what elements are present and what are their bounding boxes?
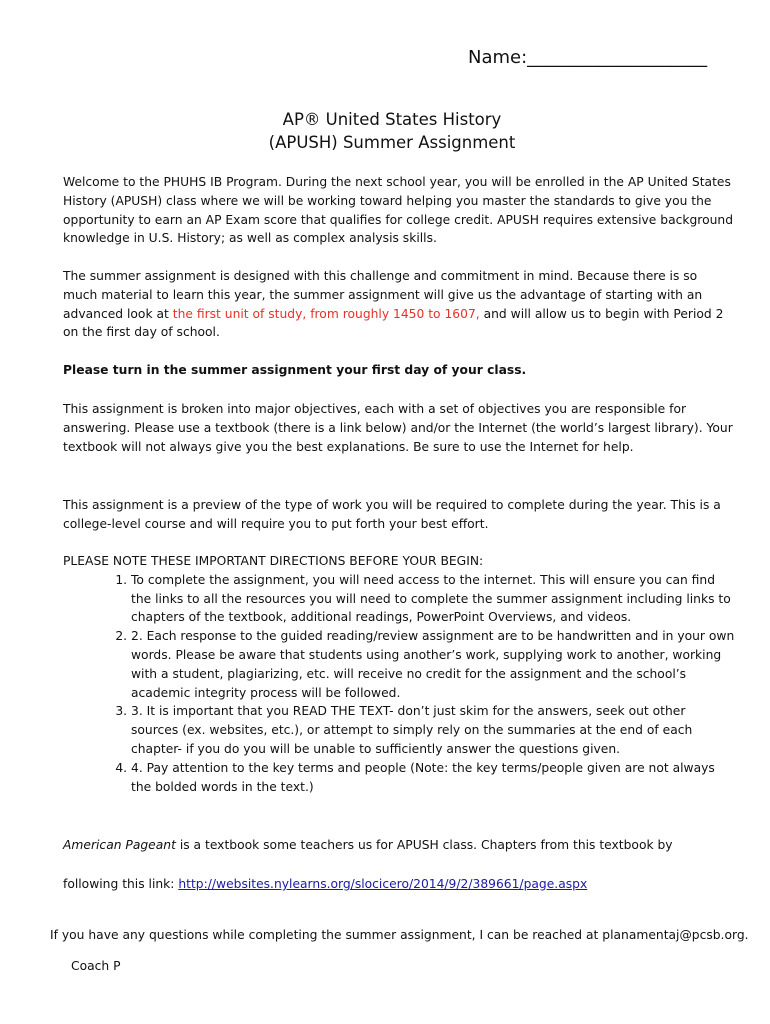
textbook-paragraph [63, 836, 735, 855]
preview-paragraph: This assignment is a preview of the type of work you will be required to complete during the year. This is a college-level course and will require you to put forth your best effort. [63, 498, 721, 531]
paragraph-text-end: and will allow us to begin with Period 2 on the first day of school. [63, 306, 724, 340]
summer-assignment-paragraph [63, 267, 735, 342]
textbook-link[interactable]: http://websites.nylearns.org/slocicero/2014/9/2/389661/page.aspx [178, 877, 588, 891]
directions-section [63, 552, 735, 796]
direction-item: 3. 3. It is important that you READ THE TEXT- don’t just skim for the answers, seek out other sources (ex. websites, etc.), or attempt to simply rely on the summaries at the end of each chapter- if you do you will be unable to sufficiently answer the questions given. [131, 702, 735, 758]
paragraph-text-start: The summer assignment is designed with this challenge and commitment in mind. Because there is so much material to learn this year, the summer assignment will give us the advantage of starting with an advanced look at [63, 269, 703, 321]
textbook-sentence: is a textbook some teachers us for APUSH class. Chapters from this textbook by [175, 838, 673, 852]
direction-item: 2. 2. Each response to the guided reading/review assignment are to be handwritten and in your own words. Please be aware that students using another’s work, supplying work to another, working with a student, plagiarizing, etc. will receive no credit for the assignment and the school’s academic integrity process will be followed. [131, 627, 735, 702]
document-title-line-1: AP® United States History [282, 110, 502, 129]
directions-list [63, 571, 735, 797]
objectives-paragraph: This assignment is broken into major objectives, each with a set of objectives you are responsible for answering. Please use a textbook (there is a link below) and/or the Internet (the world’s largest library). Your textbook will not always give you the best explanations. Be sure to use the Internet for help. [63, 402, 733, 454]
welcome-paragraph: Welcome to the PHUHS IB Program. During the next school year, you will be enrolled in the AP United States History (APUSH) class where we will be working toward helping you master the standards to give you the opportunity to earn an AP Exam score that qualifies for college credit. APUSH requires extensive background knowledge in U.S. History; as well as complex analysis skills. [63, 175, 733, 246]
signature: Coach P [71, 959, 121, 973]
document-title-line-2: (APUSH) Summer Assignment [268, 133, 516, 152]
turn-in-notice: Please turn in the summer assignment your first day of your class. [63, 363, 527, 377]
direction-item: 4. 4. Pay attention to the key terms and people (Note: the key terms/people given are not always the bolded words in the text.) [131, 759, 735, 797]
contact-line: If you have any questions while completing the summer assignment, I can be reached at planamentaj@pcsb.org. [50, 928, 749, 942]
directions-heading: PLEASE NOTE THESE IMPORTANT DIRECTIONS BEFORE YOUR BEGIN: [63, 554, 484, 568]
direction-item: 1. To complete the assignment, you will need access to the internet. This will ensure you can find the links to all the resources you will need to complete the summer assignment including links to chapters of the textbook, additional readings, PowerPoint Overviews, and videos. [131, 571, 735, 627]
link-prefix: following this link: [63, 877, 179, 891]
highlighted-unit-range: the first unit of study, from roughly 1450 to 1607, [172, 306, 480, 321]
textbook-title: American Pageant [63, 838, 176, 852]
textbook-link-line [63, 875, 735, 894]
name-field-label: Name:____________________ [468, 47, 708, 68]
